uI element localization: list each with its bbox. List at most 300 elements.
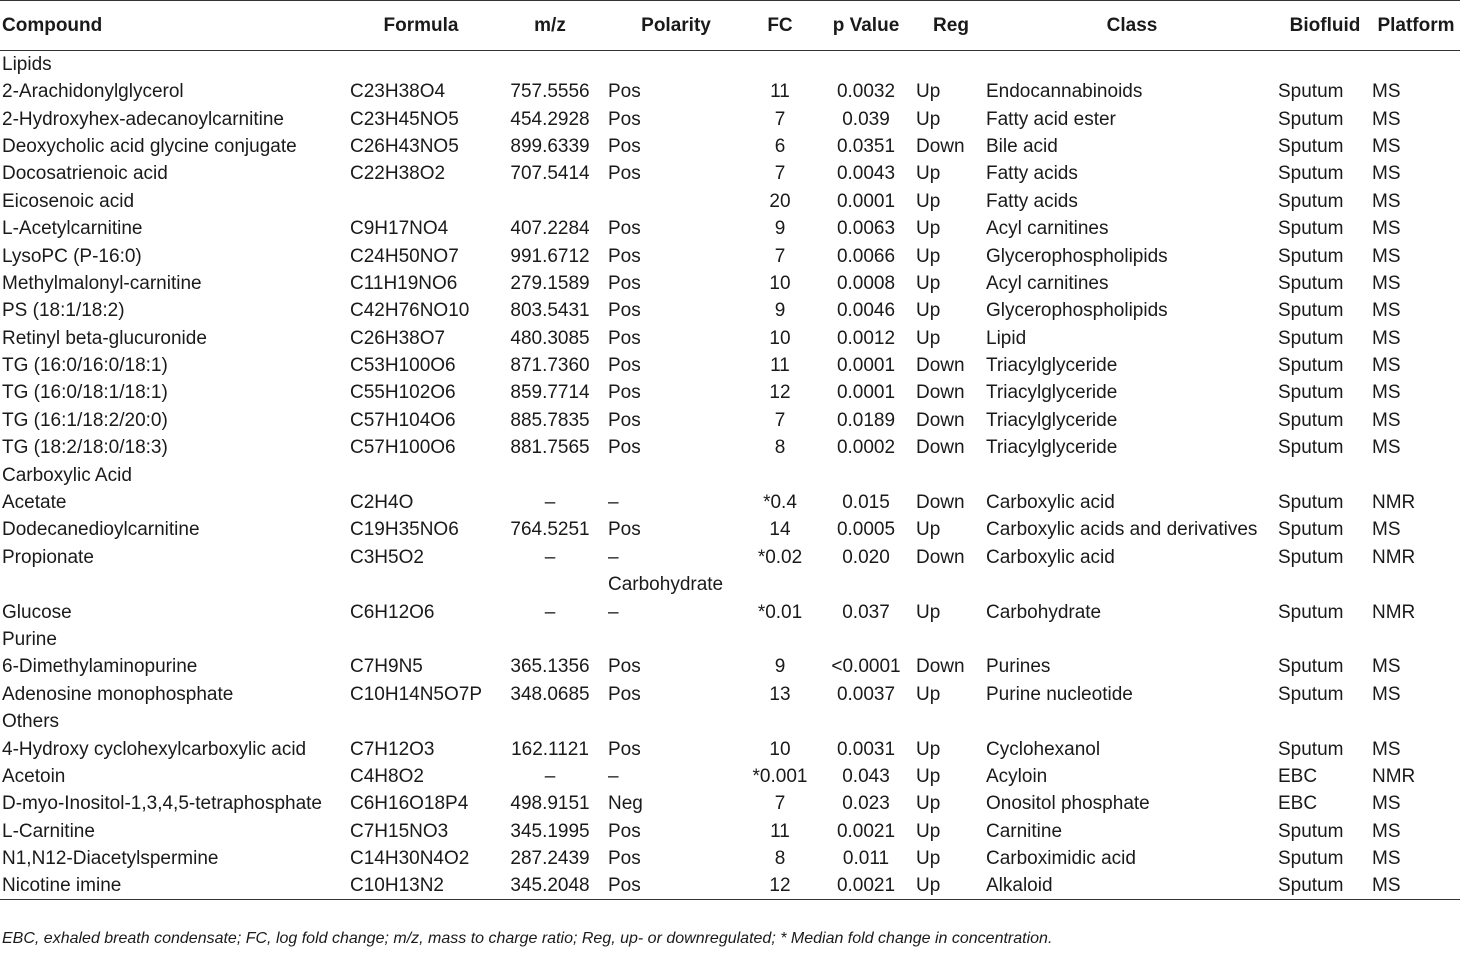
cell-formula: C10H14N5O7P	[350, 683, 483, 705]
cell-pvalue: 0.0189	[836, 409, 896, 431]
cell-reg: Up	[916, 820, 941, 842]
header-reg: Reg	[916, 1, 986, 51]
cell-class: Carnitine	[986, 820, 1063, 842]
cell-polarity: –	[608, 601, 619, 623]
cell-class: Fatty acid ester	[986, 108, 1116, 130]
cell-reg: Down	[916, 546, 965, 568]
cell-class: Onositol phosphate	[986, 793, 1150, 815]
table-row	[0, 105, 1460, 132]
cell-polarity: Pos	[608, 327, 641, 349]
cell-compound: Methylmalonyl-carnitine	[2, 272, 202, 294]
cell-polarity: Pos	[608, 872, 744, 900]
cell-biofluid: Sputum	[1278, 108, 1344, 130]
table-row	[0, 270, 1460, 297]
cell-pvalue: 0.0002	[836, 437, 896, 459]
header-row	[0, 1, 1460, 51]
table-row	[0, 544, 1460, 571]
cell-fc: 7	[774, 409, 786, 431]
cell-formula: C14H30N4O2	[350, 848, 470, 870]
header-pvalue: p Value	[816, 1, 916, 51]
section-label: Others	[2, 711, 60, 733]
cell-formula: C11H19NO6	[350, 272, 458, 294]
cell-reg: Up	[916, 108, 941, 130]
cell-reg: Down	[916, 492, 965, 514]
cell-platform: NMR	[1372, 601, 1416, 623]
cell-platform: MS	[1372, 245, 1401, 267]
header-mz: m/z	[492, 1, 608, 51]
cell-formula: C57H100O6	[350, 437, 456, 459]
cell-polarity: –	[608, 765, 619, 787]
cell-pvalue: 0.0037	[836, 683, 896, 705]
cell-polarity: Pos	[608, 245, 641, 267]
cell-fc: 9	[774, 300, 786, 322]
cell-mz: –	[544, 765, 556, 787]
cell-compound: Adenosine monophosphate	[2, 683, 234, 705]
table-row	[0, 133, 1460, 160]
cell-polarity: Pos	[608, 218, 641, 240]
cell-polarity: Pos	[608, 437, 641, 459]
table-row	[0, 845, 1460, 872]
cell-reg: Up	[916, 81, 941, 103]
table-row	[0, 516, 1460, 543]
cell-biofluid: Sputum	[1278, 656, 1344, 678]
cell-biofluid: Sputum	[1278, 492, 1344, 514]
table-row	[0, 489, 1460, 516]
table-row	[0, 297, 1460, 324]
cell-fc: 9	[774, 218, 786, 240]
cell-compound: Acetate	[2, 492, 67, 514]
cell-pvalue: 0.0351	[836, 135, 896, 157]
cell-formula: C7H15NO3	[350, 820, 449, 842]
table-row	[0, 763, 1460, 790]
cell-reg: Down	[916, 656, 965, 678]
cell-platform: MS	[1372, 872, 1460, 900]
cell-class: Fatty acids	[986, 190, 1078, 212]
cell-mz: 991.6712	[510, 245, 590, 267]
header-class: Class	[986, 1, 1278, 51]
cell-biofluid: Sputum	[1278, 163, 1344, 185]
cell-platform: MS	[1372, 190, 1401, 212]
cell-biofluid: Sputum	[1278, 601, 1344, 623]
cell-pvalue: 0.0021	[816, 872, 916, 900]
cell-fc: *0.01	[757, 601, 803, 623]
cell-mz: 454.2928	[510, 108, 590, 130]
section-label: Carbohydrate	[608, 574, 724, 596]
table-row	[0, 352, 1460, 379]
cell-compound: L-Acetylcarnitine	[2, 218, 143, 240]
cell-reg: Up	[916, 272, 941, 294]
cell-fc: *0.02	[757, 546, 803, 568]
cell-biofluid: Sputum	[1278, 245, 1344, 267]
cell-formula: C7H12O3	[350, 738, 435, 760]
cell-fc: 11	[770, 81, 790, 103]
cell-biofluid: Sputum	[1278, 546, 1344, 568]
cell-fc: 7	[774, 245, 786, 267]
table-row	[0, 215, 1460, 242]
cell-platform: MS	[1372, 848, 1401, 870]
cell-reg: Down	[916, 437, 965, 459]
cell-mz: 899.6339	[510, 135, 590, 157]
cell-fc: 7	[774, 108, 786, 130]
cell-mz: –	[544, 601, 556, 623]
cell-fc: 8	[774, 848, 786, 870]
cell-compound: D-myo-Inositol-1,3,4,5-tetraphosphate	[2, 793, 322, 815]
cell-class: Acyl carnitines	[986, 218, 1109, 240]
cell-formula: C9H17NO4	[350, 218, 449, 240]
cell-compound: 6-Dimethylaminopurine	[2, 656, 198, 678]
cell-platform: MS	[1372, 355, 1401, 377]
cell-formula: C26H38O7	[350, 327, 446, 349]
cell-class: Cyclohexanol	[986, 738, 1101, 760]
cell-polarity: Neg	[608, 793, 643, 815]
cell-formula: C55H102O6	[350, 382, 456, 404]
cell-platform: MS	[1372, 820, 1401, 842]
cell-polarity: Pos	[608, 108, 641, 130]
cell-compound: 2-Hydroxyhex-adecanoylcarnitine	[2, 108, 284, 130]
cell-mz: 407.2284	[510, 218, 590, 240]
cell-class: Glycerophospholipids	[986, 245, 1168, 267]
cell-fc: 8	[774, 437, 786, 459]
cell-fc: 14	[769, 519, 791, 541]
table-row	[0, 242, 1460, 269]
cell-class: Acyl carnitines	[986, 272, 1109, 294]
cell-biofluid: Sputum	[1278, 437, 1344, 459]
table-row	[0, 379, 1460, 406]
cell-polarity: Pos	[608, 683, 641, 705]
cell-class: Purine nucleotide	[986, 683, 1133, 705]
cell-polarity: Pos	[608, 382, 641, 404]
cell-polarity: Pos	[608, 656, 641, 678]
table-row	[0, 325, 1460, 352]
cell-biofluid: Sputum	[1278, 872, 1372, 900]
cell-compound: TG (16:0/16:0/18:1)	[2, 355, 168, 377]
cell-mz: –	[544, 546, 556, 568]
cell-compound: Propionate	[2, 546, 94, 568]
cell-platform: MS	[1372, 793, 1401, 815]
cell-pvalue: 0.015	[842, 492, 890, 514]
cell-reg: Up	[916, 300, 941, 322]
cell-mz: 871.7360	[510, 355, 590, 377]
cell-fc: *0.001	[752, 765, 808, 787]
cell-polarity: Pos	[608, 355, 641, 377]
cell-mz: 885.7835	[510, 409, 590, 431]
cell-pvalue: 0.023	[842, 793, 890, 815]
cell-mz: 803.5431	[510, 300, 590, 322]
cell-mz: 365.1356	[510, 656, 590, 678]
cell-mz: 162.1121	[511, 738, 589, 760]
cell-formula: C57H104O6	[350, 409, 456, 431]
cell-compound: L-Carnitine	[2, 820, 95, 842]
cell-biofluid: Sputum	[1278, 820, 1344, 842]
table-row	[0, 653, 1460, 680]
cell-reg: Up	[916, 765, 941, 787]
cell-formula	[350, 188, 492, 215]
cell-polarity: –	[608, 546, 619, 568]
cell-formula: C23H45NO5	[350, 108, 459, 130]
cell-reg: Up	[916, 163, 941, 185]
cell-compound: 4-Hydroxy cyclohexylcarboxylic acid	[2, 738, 307, 760]
cell-platform: MS	[1372, 135, 1401, 157]
table-row	[0, 872, 1460, 900]
table-row	[0, 735, 1460, 762]
cell-fc: 12	[769, 382, 791, 404]
cell-compound: Dodecanedioylcarnitine	[2, 519, 200, 541]
cell-reg: Up	[916, 683, 941, 705]
cell-class: Carbohydrate	[986, 601, 1102, 623]
cell-biofluid: Sputum	[1278, 848, 1344, 870]
section-row	[0, 571, 1460, 598]
cell-biofluid: Sputum	[1278, 81, 1344, 103]
cell-biofluid: Sputum	[1278, 738, 1344, 760]
cell-polarity: Pos	[608, 163, 641, 185]
cell-polarity: Pos	[608, 135, 641, 157]
cell-pvalue: 0.0021	[836, 820, 896, 842]
cell-formula: C6H16O18P4	[350, 793, 469, 815]
cell-platform: MS	[1372, 327, 1401, 349]
section-label: Purine	[2, 629, 57, 650]
cell-pvalue: 0.039	[842, 108, 890, 130]
section-label: Lipids	[2, 54, 52, 75]
cell-pvalue: 0.020	[842, 546, 890, 568]
table-row	[0, 598, 1460, 625]
cell-class: Acyloin	[986, 765, 1048, 787]
cell-formula: C53H100O6	[350, 355, 456, 377]
cell-class: Triacylglyceride	[986, 355, 1118, 377]
cell-fc: 7	[774, 793, 786, 815]
cell-mz: 764.5251	[510, 519, 590, 541]
cell-fc: 11	[770, 820, 790, 842]
cell-platform: MS	[1372, 218, 1401, 240]
cell-mz: 480.3085	[510, 327, 590, 349]
section-row	[0, 708, 1460, 735]
cell-pvalue: 0.0012	[836, 327, 896, 349]
cell-class: Bile acid	[986, 135, 1058, 157]
cell-formula: C24H50NO7	[350, 245, 459, 267]
cell-formula: C22H38O2	[350, 163, 446, 185]
cell-biofluid: Sputum	[1278, 190, 1344, 212]
cell-class: Triacylglyceride	[986, 409, 1118, 431]
cell-fc: 10	[769, 272, 791, 294]
cell-formula: C6H12O6	[350, 601, 435, 623]
cell-fc: 6	[774, 135, 786, 157]
cell-biofluid: Sputum	[1278, 382, 1344, 404]
cell-compound: LysoPC (P-16:0)	[2, 245, 142, 267]
cell-biofluid: Sputum	[1278, 519, 1344, 541]
header-polarity: Polarity	[608, 1, 744, 51]
cell-class: Carboxylic acid	[986, 492, 1115, 514]
cell-reg: Up	[916, 601, 941, 623]
table-row	[0, 790, 1460, 817]
cell-reg: Down	[916, 382, 965, 404]
header-platform: Platform	[1372, 1, 1460, 51]
cell-mz: 498.9151	[510, 793, 590, 815]
cell-pvalue: 0.0001	[836, 355, 896, 377]
cell-fc: 11	[770, 355, 790, 377]
cell-compound: TG (16:1/18:2/20:0)	[2, 409, 168, 431]
cell-formula: C2H4O	[350, 492, 414, 514]
cell-compound: Acetoin	[2, 765, 66, 787]
cell-platform: MS	[1372, 81, 1401, 103]
cell-pvalue: 0.011	[842, 848, 890, 870]
table-row	[0, 407, 1460, 434]
cell-fc: 7	[774, 163, 786, 185]
cell-fc: 20	[769, 190, 791, 212]
table-row	[0, 434, 1460, 461]
cell-reg: Down	[916, 355, 965, 377]
cell-polarity: Pos	[608, 738, 641, 760]
cell-compound: PS (18:1/18:2)	[2, 300, 125, 322]
empty-cell	[0, 571, 608, 598]
cell-mz: –	[544, 492, 556, 514]
cell-compound: N1,N12-Diacetylspermine	[2, 848, 219, 870]
cell-platform: NMR	[1372, 546, 1416, 568]
cell-mz	[492, 188, 608, 215]
section-row	[0, 461, 1460, 488]
cell-class: Carboxylic acids and derivatives	[986, 519, 1258, 541]
table-row	[0, 818, 1460, 845]
cell-biofluid: Sputum	[1278, 272, 1344, 294]
cell-platform: MS	[1372, 656, 1401, 678]
cell-mz: 859.7714	[510, 382, 590, 404]
cell-polarity	[608, 188, 744, 215]
cell-platform: MS	[1372, 382, 1401, 404]
cell-mz: 345.2048	[492, 872, 608, 900]
cell-platform: MS	[1372, 409, 1401, 431]
cell-compound: Nicotine imine	[0, 872, 350, 900]
cell-mz: 881.7565	[510, 437, 590, 459]
cell-mz: 757.5556	[510, 81, 590, 103]
header-compound: Compound	[0, 1, 350, 51]
cell-polarity: Pos	[608, 848, 641, 870]
header-biofluid: Biofluid	[1278, 1, 1372, 51]
table-row	[0, 78, 1460, 105]
cell-platform: MS	[1372, 272, 1401, 294]
cell-formula: C23H38O4	[350, 81, 446, 103]
header-formula: Formula	[350, 1, 492, 51]
cell-pvalue: 0.0046	[836, 300, 896, 322]
cell-reg: Up	[916, 793, 941, 815]
cell-fc: *0.4	[763, 492, 797, 514]
cell-biofluid: Sputum	[1278, 683, 1344, 705]
cell-class: Carboximidic acid	[986, 848, 1136, 870]
cell-formula: C4H8O2	[350, 765, 424, 787]
cell-biofluid: EBC	[1278, 793, 1318, 815]
cell-biofluid: Sputum	[1278, 355, 1344, 377]
cell-platform: MS	[1372, 683, 1401, 705]
table-row	[0, 160, 1460, 187]
cell-fc: 9	[774, 656, 786, 678]
cell-fc: 13	[769, 683, 791, 705]
cell-pvalue: 0.0063	[836, 218, 896, 240]
table-footnote: EBC, exhaled breath condensate; FC, log fold change; m/z, mass to charge ratio; Reg, up- or downregulated; * Median fold change in concentration.	[2, 930, 1053, 947]
cell-reg: Up	[916, 245, 941, 267]
cell-compound: Retinyl beta-glucuronide	[2, 327, 207, 349]
cell-biofluid: Sputum	[1278, 327, 1344, 349]
cell-pvalue: 0.0066	[836, 245, 896, 267]
cell-reg: Down	[916, 409, 965, 431]
cell-platform: MS	[1372, 108, 1401, 130]
cell-polarity: Pos	[608, 81, 641, 103]
cell-biofluid: Sputum	[1278, 218, 1344, 240]
cell-biofluid: Sputum	[1278, 409, 1344, 431]
cell-polarity: –	[608, 492, 619, 514]
cell-class: Triacylglyceride	[986, 437, 1118, 459]
cell-compound: 2-Arachidonylglycerol	[2, 81, 184, 103]
cell-reg: Up	[916, 190, 941, 212]
cell-class: Endocannabinoids	[986, 81, 1143, 103]
cell-reg: Up	[916, 327, 941, 349]
cell-fc: 10	[769, 327, 791, 349]
cell-class: Lipid	[986, 327, 1027, 349]
cell-formula: C42H76NO10	[350, 300, 470, 322]
cell-class: Fatty acids	[986, 163, 1078, 185]
cell-compound: Deoxycholic acid glycine conjugate	[2, 135, 297, 157]
cell-biofluid: Sputum	[1278, 300, 1344, 322]
cell-platform: MS	[1372, 300, 1401, 322]
cell-class: Triacylglyceride	[986, 382, 1118, 404]
cell-formula: C3H5O2	[350, 546, 424, 568]
cell-polarity: Pos	[608, 409, 641, 431]
section-row	[0, 51, 1460, 79]
cell-polarity: Pos	[608, 820, 641, 842]
table-row	[0, 681, 1460, 708]
cell-pvalue: 0.0005	[836, 519, 896, 541]
cell-pvalue: 0.0001	[836, 382, 896, 404]
cell-biofluid: Sputum	[1278, 135, 1344, 157]
cell-reg: Up	[916, 519, 941, 541]
header-fc: FC	[744, 1, 816, 51]
cell-class: Alkaloid	[986, 872, 1278, 900]
cell-mz: 348.0685	[510, 683, 590, 705]
cell-platform: MS	[1372, 437, 1401, 459]
cell-formula: C19H35NO6	[350, 519, 459, 541]
cell-compound: Eicosenoic acid	[2, 190, 135, 212]
table-body	[0, 51, 1460, 900]
cell-platform: MS	[1372, 163, 1401, 185]
cell-mz: 345.1995	[510, 820, 590, 842]
cell-polarity: Pos	[608, 272, 641, 294]
cell-reg: Up	[916, 218, 941, 240]
cell-pvalue: 0.0001	[836, 190, 896, 212]
cell-compound: TG (16:0/18:1/18:1)	[2, 382, 168, 404]
cell-compound: Docosatrienoic acid	[2, 163, 168, 185]
cell-mz: 707.5414	[510, 163, 590, 185]
cell-pvalue: 0.037	[842, 601, 890, 623]
table-row	[0, 188, 1460, 215]
cell-compound: TG (18:2/18:0/18:3)	[2, 437, 168, 459]
cell-reg: Up	[916, 848, 941, 870]
cell-polarity: Pos	[608, 300, 641, 322]
cell-platform: MS	[1372, 738, 1401, 760]
cell-pvalue: 0.0043	[836, 163, 896, 185]
cell-polarity: Pos	[608, 519, 641, 541]
cell-class: Glycerophospholipids	[986, 300, 1168, 322]
cell-platform: NMR	[1372, 492, 1416, 514]
section-label: Carboxylic Acid	[2, 464, 132, 486]
cell-pvalue: <0.0001	[831, 656, 901, 678]
cell-fc: 12	[744, 872, 816, 900]
cell-formula: C26H43NO5	[350, 135, 459, 157]
cell-platform: NMR	[1372, 765, 1416, 787]
cell-class: Carboxylic acid	[986, 546, 1115, 568]
cell-reg: Down	[916, 135, 965, 157]
cell-mz: 279.1589	[510, 272, 590, 294]
cell-formula: C10H13N2	[350, 872, 492, 900]
cell-fc: 10	[769, 738, 791, 760]
section-row	[0, 626, 1460, 653]
cell-reg: Up	[916, 872, 986, 900]
cell-platform: MS	[1372, 519, 1401, 541]
